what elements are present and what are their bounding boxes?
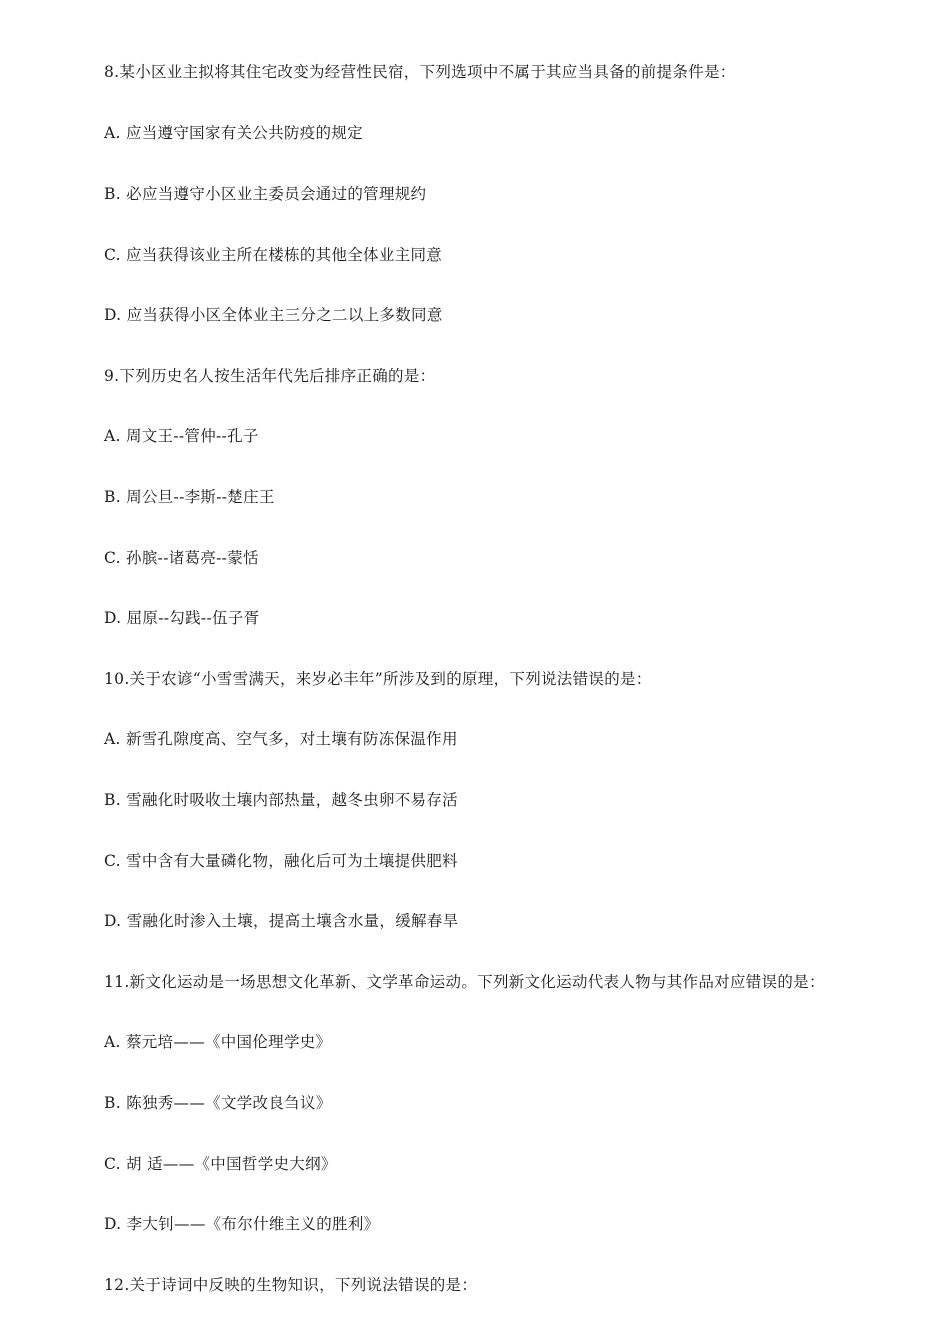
question-8-option-b: B. 必应当遵守小区业主委员会通过的管理规约 xyxy=(104,185,427,203)
question-11-option-c: C. 胡 适——《中国哲学史大纲》 xyxy=(104,1155,337,1173)
question-10-option-c: C. 雪中含有大量磷化物，融化后可为土壤提供肥料 xyxy=(104,852,458,870)
question-10-option-b: B. 雪融化时吸收土壤内部热量，越冬虫卵不易存活 xyxy=(104,791,458,809)
question-8-stem: 8.某小区业主拟将其住宅改变为经营性民宿，下列选项中不属于其应当具备的前提条件是： xyxy=(104,63,736,81)
question-9-stem: 9.下列历史名人按生活年代先后排序正确的是： xyxy=(104,367,436,385)
question-9-option-b: B. 周公旦--李斯--楚庄王 xyxy=(104,488,275,506)
question-12-stem: 12.关于诗词中反映的生物知识，下列说法错误的是： xyxy=(104,1276,478,1294)
question-9-option-c: C. 孙膑--诸葛亮--蒙恬 xyxy=(104,549,259,567)
question-9-option-d: D. 屈原--勾践--伍子胥 xyxy=(104,609,260,627)
question-8-option-c: C. 应当获得该业主所在楼栋的其他全体业主同意 xyxy=(104,246,443,264)
question-11-option-b: B. 陈独秀——《文学改良刍议》 xyxy=(104,1094,332,1112)
question-10-option-a: A. 新雪孔隙度高、空气多，对土壤有防冻保温作用 xyxy=(104,730,458,748)
question-8-option-a: A. 应当遵守国家有关公共防疫的规定 xyxy=(104,124,363,142)
question-11-option-a: A. 蔡元培——《中国伦理学史》 xyxy=(104,1033,332,1051)
question-10-option-d: D. 雪融化时渗入土壤，提高土壤含水量，缓解春旱 xyxy=(104,912,459,930)
question-11-stem: 11.新文化运动是一场思想文化革新、文学革命运动。下列新文化运动代表人物与其作品对应错误的是： xyxy=(104,973,825,991)
question-9-option-a: A. 周文王--管仲--孔子 xyxy=(104,427,259,445)
question-8-option-d: D. 应当获得小区全体业主三分之二以上多数同意 xyxy=(104,306,443,324)
question-11-option-d: D. 李大钊——《布尔什维主义的胜利》 xyxy=(104,1215,380,1233)
question-10-stem: 10.关于农谚“小雪雪满天，来岁必丰年”所涉及到的原理，下列说法错误的是： xyxy=(104,670,652,688)
